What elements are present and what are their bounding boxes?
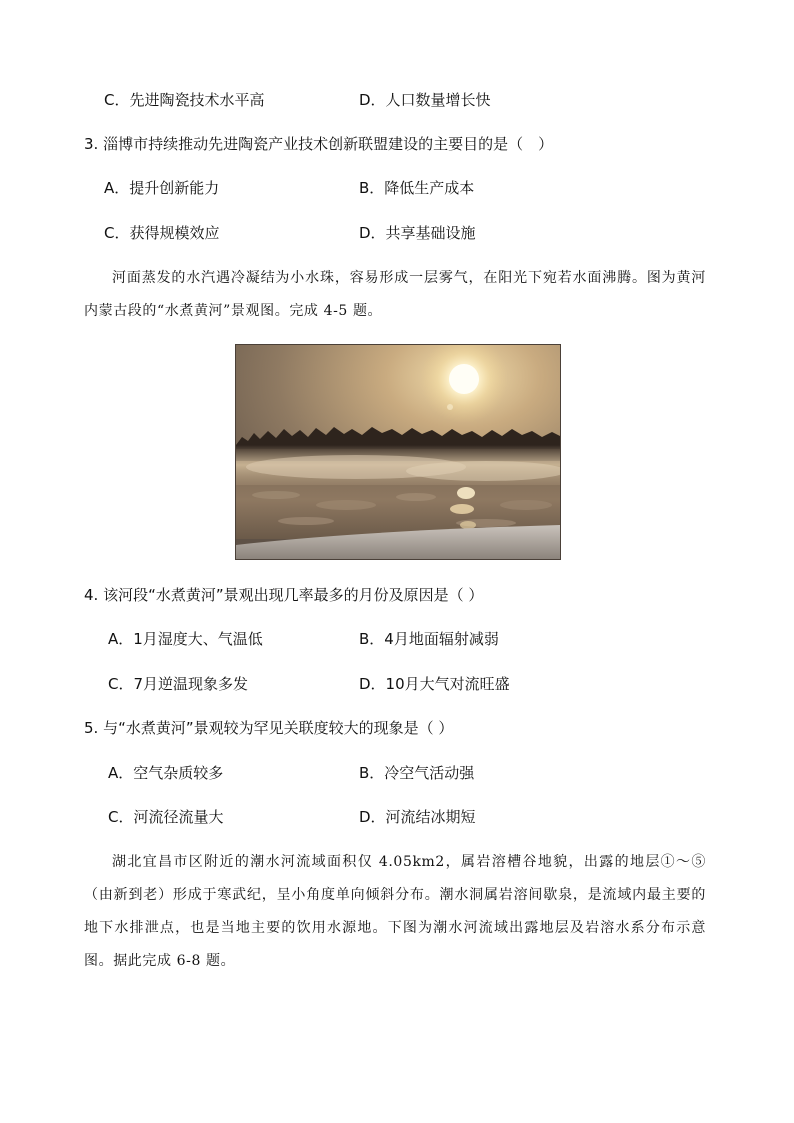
q5-option-d: D．河流结冰期短 bbox=[359, 808, 476, 826]
q4-option-c: C．7月逆温现象多发 bbox=[108, 675, 249, 693]
q2-option-d: D．人口数量增长快 bbox=[359, 91, 491, 109]
passage-steaming-river: 河面蒸发的水汽遇冷凝结为小水珠，容易形成一层雾气，在阳光下宛若水面沸腾。图为黄河内蒙古段的“水煮黄河”景观图。完成 4-5 题。 bbox=[84, 270, 706, 319]
q3-option-b: B．降低生产成本 bbox=[359, 179, 475, 197]
q4-stem: 4. 该河段“水煮黄河”景观出现几率最多的月份及原因是（ ） bbox=[84, 586, 484, 604]
q5-option-b: B．冷空气活动强 bbox=[359, 764, 475, 782]
q4-option-b: B．4月地面辐射减弱 bbox=[359, 630, 499, 648]
q4-option-d: D．10月大气对流旺盛 bbox=[359, 675, 510, 693]
q3-option-c: C．获得规模效应 bbox=[104, 224, 220, 242]
passage-karst-river: 湖北宜昌市区附近的潮水河流域面积仅 4.05km2，属岩溶槽谷地貌，出露的地层①～⑤（由新到老）形成于寒武纪，呈小角度单向倾斜分布。潮水洞属岩溶间歇泉，是流域内最主要的地下水排泄点，也是当地主要的饮用水源地。下图为潮水河流域出露地层及岩溶水系分布示意图。据此完成 6-8 题。 bbox=[84, 854, 706, 969]
q3-option-d: D．共享基础设施 bbox=[359, 224, 476, 242]
q5-option-a: A．空气杂质较多 bbox=[108, 764, 224, 782]
steaming-river-photo bbox=[235, 344, 561, 560]
q5-stem: 5. 与“水煮黄河”景观较为罕见关联度较大的现象是（ ） bbox=[84, 719, 454, 737]
q4-option-a: A．1月湿度大、气温低 bbox=[108, 630, 263, 648]
q3-stem: 3. 淄博市持续推动先进陶瓷产业技术创新联盟建设的主要目的是（ ） bbox=[84, 135, 554, 153]
q3-option-a: A．提升创新能力 bbox=[104, 179, 220, 197]
q5-option-c: C．河流径流量大 bbox=[108, 808, 224, 826]
q2-option-c: C．先进陶瓷技术水平高 bbox=[104, 91, 265, 109]
